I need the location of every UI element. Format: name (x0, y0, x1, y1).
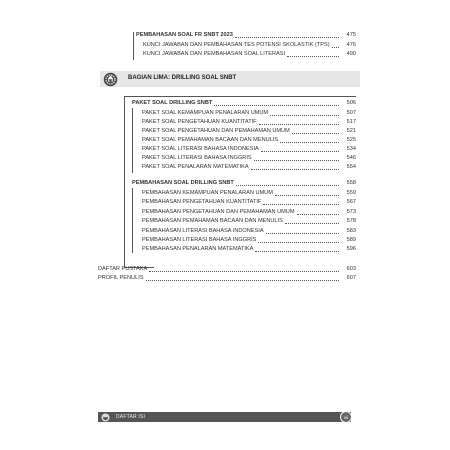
paket-group-rule (132, 108, 133, 173)
toc-entry-page: 596 (346, 246, 356, 252)
toc-entry-page: 546 (346, 155, 356, 161)
toc-entry-profil-penulis[interactable] (98, 275, 356, 282)
toc-entry[interactable] (142, 119, 356, 126)
toc-entry-page: 578 (346, 218, 356, 224)
toc-entry[interactable] (142, 110, 356, 117)
toc-entry-page: 490 (346, 51, 356, 57)
toc-entry[interactable] (142, 237, 356, 244)
toc-heading-paket[interactable] (132, 100, 356, 107)
toc-entry[interactable] (142, 199, 356, 206)
toc-entry-page: 567 (346, 199, 356, 205)
toc-entry-label: PEMBAHASAN PENALARAN MATEMATIKA (142, 246, 254, 252)
toc-entry-page: 507 (346, 110, 356, 116)
toc-entry-page: 475 (346, 32, 356, 38)
page-number-badge: vii (340, 411, 352, 423)
toc-entry-label: PAKET SOAL LITERASI BAHASA INGGRIS (142, 155, 252, 161)
toc-entry-label: PEMBAHASAN SOAL DRILLING SNBT (132, 180, 234, 186)
toc-entry-label: PEMBAHASAN PEMAHAMAN BACAAN DAN MENULIS (142, 218, 283, 224)
toc-entry-page: 573 (346, 209, 356, 215)
bracket-left (124, 96, 125, 268)
toc-entry-page: 534 (346, 146, 356, 152)
toc-entry-label: PEMBAHASAN PENGETAHUAN KUANTITATIF (142, 199, 262, 205)
toc-entry-label: PROFIL PENULIS (98, 275, 144, 281)
toc-entry-label: PAKET SOAL PENGETAHUAN KUANTITATIF (142, 119, 257, 125)
toc-entry-label: PEMBAHASAN SOAL FR SNBT 2023 (136, 32, 233, 38)
pembahasan-group-rule (132, 188, 133, 253)
toc-entry[interactable] (142, 228, 356, 235)
toc-heading-pembahasan[interactable] (132, 180, 356, 187)
toc-entry-label: DAFTAR PUSTAKA (98, 266, 148, 272)
toc-entry[interactable] (142, 128, 356, 135)
toc-entry-label: PEMBAHASAN LITERASI BAHASA INGGRIS (142, 237, 257, 243)
footer-label: DAFTAR ISI (116, 414, 146, 420)
toc-entry-daftar-pustaka[interactable] (98, 266, 356, 273)
toc-entry-label: PEMBAHASAN PENGETAHUAN DAN PEMAHAMAN UMUM (142, 209, 295, 215)
toc-entry[interactable] (142, 218, 356, 225)
toc-entry[interactable] (142, 164, 356, 171)
toc-entry-page: 521 (346, 128, 356, 134)
toc-entry-tps[interactable] (143, 42, 356, 49)
toc-entry[interactable] (142, 146, 356, 153)
toc-entry-label: PAKET SOAL PENALARAN MATEMATIKA (142, 164, 249, 170)
book-icon (101, 413, 110, 422)
toc-entry[interactable] (142, 190, 356, 197)
toc-entry-literasi[interactable] (143, 51, 356, 58)
toc-entry-page: 559 (346, 190, 356, 196)
toc-entry-page: 607 (346, 275, 356, 281)
toc-entry-label: PAKET SOAL PENGETAHUAN DAN PEMAHAMAN UMUM (142, 128, 290, 134)
toc-entry-page: 476 (346, 42, 356, 48)
top-section-rule (133, 32, 134, 60)
section-title: BAGIAN LIMA: DRILLING SOAL SNBT (128, 75, 237, 81)
toc-entry-label: PAKET SOAL DRILLING SNBT (132, 100, 213, 106)
toc-entry-page: 525 (346, 137, 356, 143)
toc-entry-pembahasan-fr[interactable] (136, 32, 356, 39)
toc-entry-label: PAKET SOAL PEMAHAMAN BACAAN DAN MENULIS (142, 137, 279, 143)
toc-entry[interactable] (142, 137, 356, 144)
toc-entry-page: 506 (346, 100, 356, 106)
toc-entry-page: 583 (346, 228, 356, 234)
toc-entry[interactable] (142, 209, 356, 216)
toc-entry-page: 603 (346, 266, 356, 272)
toc-entry-label: PEMBAHASAN KEMAMPUAN PENALARAN UMUM (142, 190, 273, 196)
toc-entry-label: KUNCI JAWABAN DAN PEMBAHASAN SOAL LITERASI (143, 51, 286, 57)
gear-icon (103, 72, 118, 87)
toc-entry[interactable] (142, 155, 356, 162)
toc-entry-page: 554 (346, 164, 356, 170)
toc-entry-page: 517 (346, 119, 356, 125)
toc-entry-label: PAKET SOAL LITERASI BAHASA INDONESIA (142, 146, 259, 152)
toc-entry-page: 558 (346, 180, 356, 186)
toc-entry-label: KUNCI JAWABAN DAN PEMBAHASAN TES POTENSI SKOLASTIK (TPS) (143, 42, 330, 48)
toc-entry-label: PEMBAHASAN LITERASI BAHASA INDONESIA (142, 228, 264, 234)
toc-entry[interactable] (142, 246, 356, 253)
toc-entry-page: 589 (346, 237, 356, 243)
bracket-top (124, 96, 356, 97)
toc-entry-label: PAKET SOAL KEMAMPUAN PENALARAN UMUM (142, 110, 269, 116)
